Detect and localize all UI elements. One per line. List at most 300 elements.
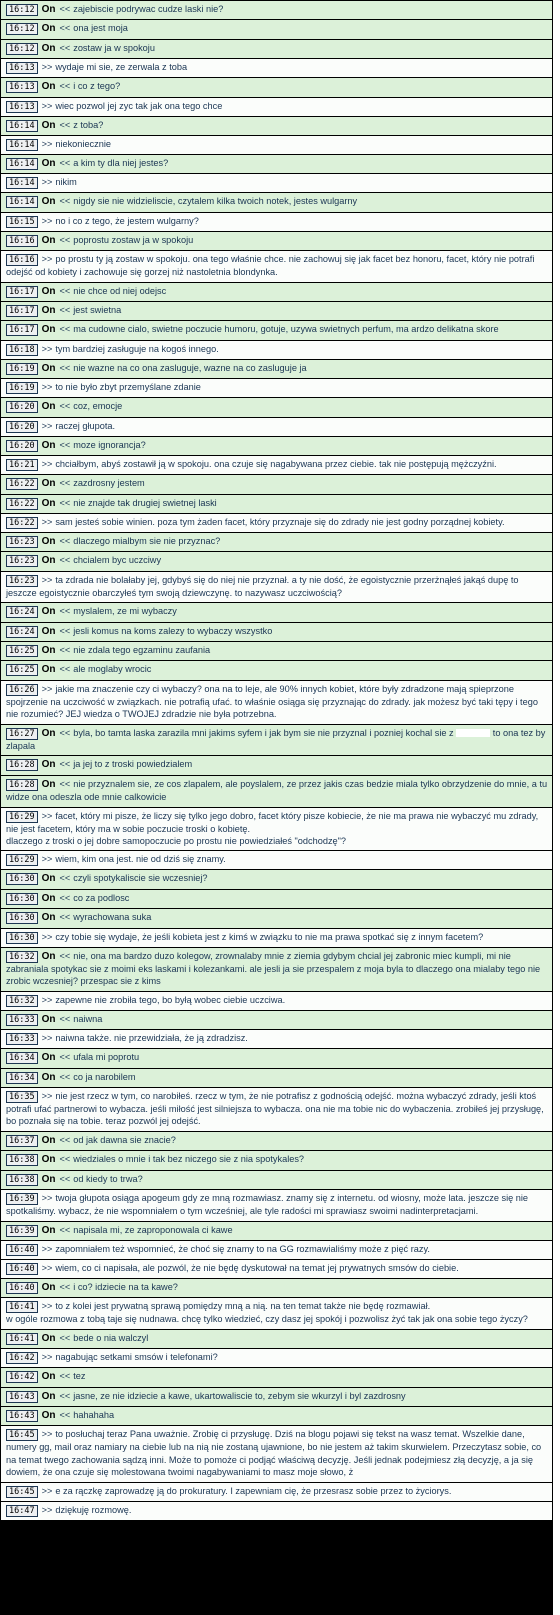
message-row-received	[1, 756, 552, 774]
message-row-sent	[1, 251, 552, 281]
sender-name: On	[41, 1281, 56, 1293]
message-row-sent	[1, 456, 552, 474]
message-row-sent	[1, 379, 552, 397]
message-text: naiwna także. nie przewidziała, że ją zdradzisz.	[55, 1033, 248, 1044]
direction-marker: <<	[59, 478, 71, 489]
message-row-received	[1, 623, 552, 641]
direction-marker: >>	[41, 931, 53, 942]
direction-marker: >>	[41, 100, 53, 111]
message-text: i co z tego?	[73, 81, 121, 92]
direction-marker: <<	[59, 1173, 71, 1184]
sender-name: On	[41, 535, 56, 547]
message-timestamp: 16:21	[6, 459, 38, 471]
sender-name: On	[41, 950, 56, 962]
message-row-sent	[1, 929, 552, 947]
direction-marker: >>	[41, 854, 53, 865]
message-timestamp: 16:35	[6, 1091, 38, 1103]
direction-marker: >>	[41, 683, 53, 694]
direction-marker: >>	[41, 1352, 53, 1363]
sender-name: On	[41, 439, 56, 451]
direction-marker: <<	[59, 759, 71, 770]
message-text: no i co z tego, że jestem wulgarny?	[55, 215, 199, 226]
message-row-sent	[1, 808, 552, 851]
message-text: nie chce od niej odejsc	[73, 285, 167, 296]
message-text: naiwna	[73, 1013, 103, 1024]
message-timestamp: 16:17	[6, 286, 38, 298]
message-text: nikim	[55, 177, 77, 188]
message-row-sent	[1, 59, 552, 77]
message-timestamp: 16:13	[6, 101, 38, 113]
message-text: nie znajde tak drugiej swietnej laski	[73, 497, 217, 508]
message-timestamp: 16:18	[6, 344, 38, 356]
message-row-sent	[1, 514, 552, 532]
message-timestamp: 16:40	[6, 1282, 38, 1294]
direction-marker: <<	[59, 778, 71, 789]
sender-name: On	[41, 912, 56, 924]
direction-marker: >>	[41, 1243, 53, 1254]
message-row-sent	[1, 1483, 552, 1501]
sender-name: On	[41, 497, 56, 509]
message-text: bede o nia walczyl	[73, 1332, 149, 1343]
message-timestamp: 16:22	[6, 517, 38, 529]
message-timestamp: 16:42	[6, 1352, 38, 1364]
direction-marker: <<	[59, 873, 71, 884]
message-text: ma cudowne cialo, swietne poczucie humoru, gotuje, uzywa swietnych perfum, ma ardzo delikatna skore	[73, 324, 499, 335]
message-text: byla, bo tamta laska zarazila mni jakims syfem i jak bym sie nie przyznal i pozniej kochal sie z	[73, 727, 454, 738]
message-row-sent	[1, 98, 552, 116]
message-timestamp: 16:14	[6, 120, 38, 132]
message-row-received	[1, 603, 552, 621]
message-timestamp: 16:30	[6, 932, 38, 944]
sender-name: On	[41, 1224, 56, 1236]
message-row-sent	[1, 851, 552, 869]
message-text: jesli komus na koms zalezy to wybaczy wszystko	[73, 625, 273, 636]
direction-marker: >>	[41, 1429, 53, 1440]
sender-name: On	[41, 892, 56, 904]
direction-marker: <<	[59, 1013, 71, 1024]
message-text: niekoniecznie	[55, 139, 112, 150]
message-row-received	[1, 283, 552, 301]
sender-name: On	[41, 4, 56, 15]
direction-marker: <<	[59, 158, 71, 169]
direction-marker: >>	[41, 215, 53, 226]
message-row-received	[1, 193, 552, 211]
message-timestamp: 16:25	[6, 645, 38, 657]
message-row-sent	[1, 681, 552, 724]
message-text: wiem, kim ona jest. nie od dziś się znamy.	[55, 854, 226, 865]
direction-marker: >>	[41, 139, 53, 150]
message-text: co za podlosc	[73, 892, 130, 903]
message-row-sent	[1, 1190, 552, 1220]
message-timestamp: 16:13	[6, 81, 38, 93]
message-text: chcialem byc uczciwy	[73, 555, 162, 566]
direction-marker: >>	[41, 1193, 53, 1204]
message-row-received	[1, 890, 552, 908]
direction-marker: <<	[59, 81, 71, 92]
sender-name: On	[41, 759, 56, 771]
sender-name: On	[41, 401, 56, 413]
sender-name: On	[41, 625, 56, 637]
direction-marker: <<	[59, 1390, 71, 1401]
message-timestamp: 16:26	[6, 684, 38, 696]
message-timestamp: 16:23	[6, 536, 38, 548]
sender-name: On	[41, 606, 56, 618]
message-timestamp: 16:41	[6, 1301, 38, 1313]
sender-name: On	[41, 119, 56, 131]
sender-name: On	[41, 1134, 56, 1146]
message-text: nagabując setkami smsów i telefonami?	[55, 1352, 218, 1363]
message-row-sent	[1, 1241, 552, 1259]
message-text: jakie ma znaczenie czy ci wybaczy? ona na to leje, ale 90% innych kobiet, które były zdradzone mają spieprzone spojrzenie na uczciwość w związkach. nie potrafią ufać. to właśnie osiąga się przyznając do zdrady. jak możesz być taki tępy i tego nie rozumieć? JEJ wiedza o TWOJEJ zdradzie nie była potrzebna.	[6, 683, 538, 720]
message-row-received	[1, 1011, 552, 1029]
message-timestamp: 16:14	[6, 196, 38, 208]
sender-name: On	[41, 324, 56, 336]
direction-marker: <<	[59, 324, 71, 335]
sender-name: On	[41, 1071, 56, 1083]
direction-marker: <<	[59, 950, 71, 961]
message-row-sent	[1, 136, 552, 154]
direction-marker: <<	[59, 727, 71, 738]
direction-marker: <<	[59, 234, 71, 245]
message-text: jasne, ze nie idziecie a kawe, ukartowaliscie to, zebym sie wkurzyl i byl zazdrosny	[73, 1390, 406, 1401]
message-text: a kim ty dla niej jestes?	[73, 158, 169, 169]
message-row-sent	[1, 418, 552, 436]
message-row-received	[1, 475, 552, 493]
message-text: zostaw ja w spokoju	[73, 42, 155, 53]
direction-marker: <<	[59, 119, 71, 130]
sender-name: On	[41, 1390, 56, 1402]
message-timestamp: 16:38	[6, 1154, 38, 1166]
sender-name: On	[41, 23, 56, 35]
direction-marker: <<	[59, 439, 71, 450]
message-text: wydaje mi sie, ze zerwala z toba	[55, 62, 188, 73]
direction-marker: >>	[41, 1033, 53, 1044]
message-timestamp: 16:47	[6, 1505, 38, 1517]
message-timestamp: 16:42	[6, 1371, 38, 1383]
direction-marker: >>	[41, 1262, 53, 1273]
message-text: co ja narobilem	[73, 1071, 136, 1082]
message-text: zazdrosny jestem	[73, 478, 145, 489]
message-text: nie, ona ma bardzo duzo kolegow, zrownalaby mnie z ziemia gdybym chcial jej zabronic miec kumpli, mi nie zabraniala spotykac sie z moimi eks laskami i kolezankami. ale jesli ja sie przespalem z moja byla to dlaczego ona mialaby tego nie zrobic wczesniej? przespac sie z kims	[6, 950, 541, 987]
message-row-received	[1, 1279, 552, 1297]
message-timestamp: 16:28	[6, 779, 38, 791]
message-text: nie jest rzecz w tym, co narobiłeś. rzecz w tym, że nie potrafisz z godnością odejść. można wybaczyć zdrady, jeśli ktoś potrafi ufać partnerowi to wybacza. jeśli miłość jest silniejsza to wybacza. ona nie ma tobie nic do wybaczenia. zrobiłeś jej przysługę, bo poznała się na tobie. teraz pozwól jej odejść.	[6, 1091, 544, 1127]
direction-marker: <<	[59, 1224, 71, 1235]
message-row-received	[1, 155, 552, 173]
message-text: z toba?	[73, 119, 104, 130]
direction-marker: >>	[41, 343, 53, 354]
sender-name: On	[41, 81, 56, 93]
message-timestamp: 16:20	[6, 421, 38, 433]
message-row-received	[1, 321, 552, 339]
message-timestamp: 16:16	[6, 254, 38, 266]
page-margin	[553, 0, 560, 1615]
direction-marker: >>	[41, 994, 53, 1005]
message-text: dziękuję rozmowę.	[55, 1504, 132, 1515]
message-row-sent	[1, 1260, 552, 1278]
message-text: ale moglaby wrocic	[73, 664, 152, 675]
message-row-received	[1, 1330, 552, 1348]
message-row-sent	[1, 341, 552, 359]
message-timestamp: 16:32	[6, 995, 38, 1007]
message-row-received	[1, 870, 552, 888]
message-timestamp: 16:39	[6, 1193, 38, 1205]
message-row-received	[1, 398, 552, 416]
message-row-received	[1, 78, 552, 96]
message-row-sent	[1, 213, 552, 231]
direction-marker: <<	[59, 644, 71, 655]
message-row-received	[1, 533, 552, 551]
message-timestamp: 16:29	[6, 854, 38, 866]
direction-marker: <<	[59, 555, 71, 566]
message-text: coz, emocje	[73, 401, 123, 412]
direction-marker: <<	[59, 1281, 71, 1292]
direction-marker: >>	[41, 810, 53, 821]
message-text: dlaczego mialbym sie nie przyznac?	[73, 535, 221, 546]
message-timestamp: 16:37	[6, 1135, 38, 1147]
sender-name: On	[41, 727, 56, 739]
direction-marker: <<	[59, 1332, 71, 1343]
sender-name: On	[41, 196, 56, 208]
message-row-received	[1, 1407, 552, 1425]
sender-name: On	[41, 555, 56, 567]
message-timestamp: 16:38	[6, 1174, 38, 1186]
message-row-received	[1, 661, 552, 679]
message-text: nigdy sie nie widzieliscie, czytalem kilka twoich notek, jestes wulgarny	[73, 196, 358, 207]
message-timestamp: 16:34	[6, 1072, 38, 1084]
message-row-received	[1, 1388, 552, 1406]
message-row-received	[1, 1132, 552, 1150]
message-text: nie wazne na co ona zasluguje, wazne na co zasluguje ja	[73, 362, 307, 373]
message-row-received	[1, 948, 552, 991]
message-row-received	[1, 40, 552, 58]
message-text: e za rączkę zaprowadzę ją do prokuratury. I zapewniam cię, że przesrasz sobie przez to życiorys.	[55, 1485, 452, 1496]
direction-marker: <<	[59, 1052, 71, 1063]
message-timestamp: 16:20	[6, 440, 38, 452]
direction-marker: >>	[41, 1091, 53, 1102]
direction-marker: <<	[59, 912, 71, 923]
direction-marker: >>	[41, 1504, 53, 1515]
message-row-received	[1, 117, 552, 135]
message-timestamp: 16:24	[6, 626, 38, 638]
message-timestamp: 16:41	[6, 1333, 38, 1345]
message-timestamp: 16:45	[6, 1429, 38, 1441]
direction-marker: <<	[59, 1409, 71, 1420]
message-text: poprostu zostaw ja w spokoju	[73, 234, 194, 245]
message-row-sent	[1, 1088, 552, 1131]
message-timestamp: 16:45	[6, 1486, 38, 1498]
message-text: ona jest moja	[73, 23, 128, 34]
message-text: to nie było zbyt przemyślane zdanie	[55, 382, 201, 393]
message-timestamp: 16:14	[6, 139, 38, 151]
message-text: i co? idziecie na ta kawe?	[73, 1281, 178, 1292]
message-timestamp: 16:32	[6, 951, 38, 963]
message-timestamp: 16:29	[6, 811, 38, 823]
message-timestamp: 16:14	[6, 158, 38, 170]
direction-marker: <<	[59, 535, 71, 546]
direction-marker: <<	[59, 23, 71, 34]
direction-marker: >>	[41, 62, 53, 73]
message-timestamp: 16:30	[6, 893, 38, 905]
sender-name: On	[41, 362, 56, 374]
message-row-received	[1, 437, 552, 455]
message-row-received	[1, 1, 552, 19]
direction-marker: >>	[41, 254, 53, 265]
direction-marker: >>	[41, 420, 53, 431]
message-timestamp: 16:22	[6, 498, 38, 510]
direction-marker: >>	[41, 574, 53, 585]
direction-marker: <<	[59, 362, 71, 373]
direction-marker: <<	[59, 606, 71, 617]
direction-marker: >>	[41, 382, 53, 393]
message-timestamp: 16:40	[6, 1263, 38, 1275]
message-timestamp: 16:30	[6, 873, 38, 885]
message-timestamp: 16:12	[6, 43, 38, 55]
message-timestamp: 16:12	[6, 4, 38, 16]
direction-marker: >>	[41, 1485, 53, 1496]
direction-marker: <<	[59, 1371, 71, 1382]
message-row-received	[1, 642, 552, 660]
message-text: ta zdrada nie bolałaby jej, gdybyś się do niej nie przyznał. a ty nie dość, że egoistycznie przerżnąłeś jakąś dupę to jeszcze egoistycznie obarczyłeś tym swoją dziewczynę. to nazywasz uczciwością?	[6, 574, 519, 598]
direction-marker: >>	[41, 177, 53, 188]
message-timestamp: 16:14	[6, 177, 38, 189]
message-text: napisala mi, ze zaproponowala ci kawe	[73, 1224, 233, 1235]
message-row-sent	[1, 1426, 552, 1481]
message-row-received	[1, 1171, 552, 1189]
message-row-received	[1, 20, 552, 38]
sender-name: On	[41, 1154, 56, 1166]
sender-name: On	[41, 42, 56, 54]
message-timestamp: 16:22	[6, 478, 38, 490]
direction-marker: <<	[59, 401, 71, 412]
message-text: czy tobie się wydaje, że jeśli kobieta jest z kimś w związku to nie ma prawa spotkać się z innym facetem?	[55, 931, 484, 942]
message-text: to z kolei jest prywatną sprawą pomiędzy mną a nią. na ten temat także nie będę rozmawiał. w ogóle rozmowa z tobą taje się nudnawa. chcę tylko wiedzieć, czy dasz jej spokój i pozwolisz żyć tak jak ona sobie tego życzy?	[6, 1301, 528, 1325]
message-timestamp: 16:25	[6, 664, 38, 676]
message-timestamp: 16:19	[6, 363, 38, 375]
message-timestamp: 16:12	[6, 23, 38, 35]
direction-marker: <<	[59, 1071, 71, 1082]
direction-marker: <<	[59, 305, 71, 316]
message-text: tez	[73, 1371, 86, 1382]
message-timestamp: 16:17	[6, 305, 38, 317]
message-text: hahahaha	[73, 1409, 115, 1420]
direction-marker: <<	[59, 664, 71, 675]
message-row-received	[1, 776, 552, 807]
direction-marker: >>	[41, 459, 53, 470]
direction-marker: <<	[59, 1134, 71, 1145]
message-timestamp: 16:23	[6, 575, 38, 587]
direction-marker: <<	[59, 1154, 71, 1165]
redacted-name-block	[456, 729, 490, 737]
sender-name: On	[41, 1173, 56, 1185]
message-timestamp: 16:30	[6, 912, 38, 924]
message-timestamp: 16:27	[6, 728, 38, 740]
message-text: od kiedy to trwa?	[73, 1173, 143, 1184]
message-timestamp: 16:43	[6, 1391, 38, 1403]
message-timestamp: 16:23	[6, 555, 38, 567]
message-row-received	[1, 725, 552, 756]
message-row-sent	[1, 572, 552, 602]
message-row-sent	[1, 174, 552, 192]
message-text: nie przyznalem sie, ze cos zlapalem, ale poyslalem, ze przez jakis czas bedzie miala tylko obrzydzenie do mnie, a tu widze ona odeszla ode mnie calkowicie	[6, 778, 548, 803]
message-timestamp: 16:40	[6, 1244, 38, 1256]
message-timestamp: 16:13	[6, 62, 38, 74]
message-timestamp: 16:17	[6, 324, 38, 336]
message-text: tym bardziej zasługuje na kogoś innego.	[55, 343, 219, 354]
direction-marker: <<	[59, 42, 71, 53]
sender-name: On	[41, 1332, 56, 1344]
message-timestamp: 16:20	[6, 401, 38, 413]
direction-marker: >>	[41, 1301, 53, 1312]
message-text: zapewne nie zrobiła tego, bo byłą wobec ciebie uczciwa.	[55, 994, 286, 1005]
message-text: od jak dawna sie znacie?	[73, 1134, 176, 1145]
sender-name: On	[41, 478, 56, 490]
message-text: jest swietna	[73, 305, 122, 316]
message-row-received	[1, 552, 552, 570]
sender-name: On	[41, 158, 56, 170]
message-row-received	[1, 360, 552, 378]
message-text: zajebiscie podrywac cudze laski nie?	[73, 4, 224, 14]
direction-marker: >>	[41, 516, 53, 527]
sender-name: On	[41, 1371, 56, 1383]
sender-name: On	[41, 644, 56, 656]
message-text: sam jesteś sobie winien. poza tym żaden facet, który przyznaje się do zdrady nie jest godny porządnej kobiety.	[55, 516, 505, 527]
message-text: myslalem, ze mi wybaczy	[73, 606, 177, 617]
message-row-sent	[1, 1030, 552, 1048]
message-timestamp: 16:28	[6, 759, 38, 771]
message-row-received	[1, 1222, 552, 1240]
message-timestamp: 16:34	[6, 1052, 38, 1064]
sender-name: On	[41, 1409, 56, 1421]
direction-marker: <<	[59, 196, 71, 207]
message-timestamp: 16:16	[6, 235, 38, 247]
sender-name: On	[41, 778, 56, 790]
message-text: nie zdala tego egzaminu zaufania	[73, 644, 211, 655]
message-row-received	[1, 302, 552, 320]
message-row-received	[1, 1368, 552, 1386]
sender-name: On	[41, 234, 56, 246]
sender-name: On	[41, 1052, 56, 1064]
direction-marker: <<	[59, 285, 71, 296]
message-text: chciałbym, abyś zostawił ją w spokoju. ona czuje się nagabywana przez ciebie. tak nie postępują mężczyźni.	[55, 459, 497, 470]
message-text: to posłuchaj teraz Pana uważnie. Zrobię ci przysługę. Dziś na blogu pojawi się tekst na wasz temat. Wszelkie dane, numery gg, mail oraz namiary na ciebie lub na nią nie zostaną ujawnione, bo nie jestem aż takim skurwielem. Przeczytasz sobie, co na temat twego zachowania sądzą inni. Może to pomoże ci podjąć właściwą decyzję. Jeśli jednak podejmiesz złą decyzję, a ja się dowiem, że ona czuje się molestowana twoimi nagabywaniami to masz moje słowo, ż	[6, 1429, 542, 1478]
message-timestamp: 16:39	[6, 1225, 38, 1237]
message-text: ufala mi poprotu	[73, 1052, 140, 1063]
sender-name: On	[41, 305, 56, 317]
direction-marker: <<	[59, 625, 71, 636]
message-timestamp: 16:43	[6, 1410, 38, 1422]
direction-marker: <<	[59, 497, 71, 508]
message-text: facet, który mi pisze, że liczy się tylko jego dobro, facet który pisze kobiecie, że nie ma prawa nie wybaczyć mu zdrady, nie jest facetem, który ma w sobie poczucie troski o kobietę. dlaczego z troski o jej dobre samopoczucie po prostu nie powiedziałeś "odchodzę"?	[6, 810, 539, 846]
message-text: wiec pozwol jej zyc tak jak ona tego chce	[55, 100, 223, 111]
message-text: po prostu ty ją zostaw w spokoju. ona tego właśnie chce. nie zachowuj się jak facet bez honoru, facet, który nie potrafi odejść od kobiety i zachowuje się gorzej niż nastoletnia blondynka.	[6, 254, 535, 278]
direction-marker: <<	[59, 4, 71, 14]
sender-name: On	[41, 285, 56, 297]
message-timestamp: 16:15	[6, 216, 38, 228]
message-text: wiedziales o mnie i tak bez niczego sie z nia spotykales?	[73, 1154, 305, 1165]
message-row-sent	[1, 1298, 552, 1328]
message-row-received	[1, 1069, 552, 1087]
message-row-sent	[1, 1349, 552, 1367]
message-timestamp: 16:33	[6, 1033, 38, 1045]
message-text: raczej głupota.	[55, 420, 116, 431]
message-row-sent	[1, 1502, 552, 1520]
message-text: moze ignorancja?	[73, 439, 146, 450]
message-row-received	[1, 1151, 552, 1169]
message-text: czyli spotykaliscie sie wczesniej?	[73, 873, 208, 884]
message-text: twoja głupota osiąga apogeum gdy ze mną rozmawiasz. znamy się z internetu. od wiosny, może lata. jeszcze się nie spotkaliśmy. wybacz, że nie wspomniałem o tym wcześniej, ale tyle radości mi sprawiasz swoimi nadinterpretacjami.	[6, 1193, 529, 1217]
message-text: wyrachowana suka	[73, 912, 152, 923]
